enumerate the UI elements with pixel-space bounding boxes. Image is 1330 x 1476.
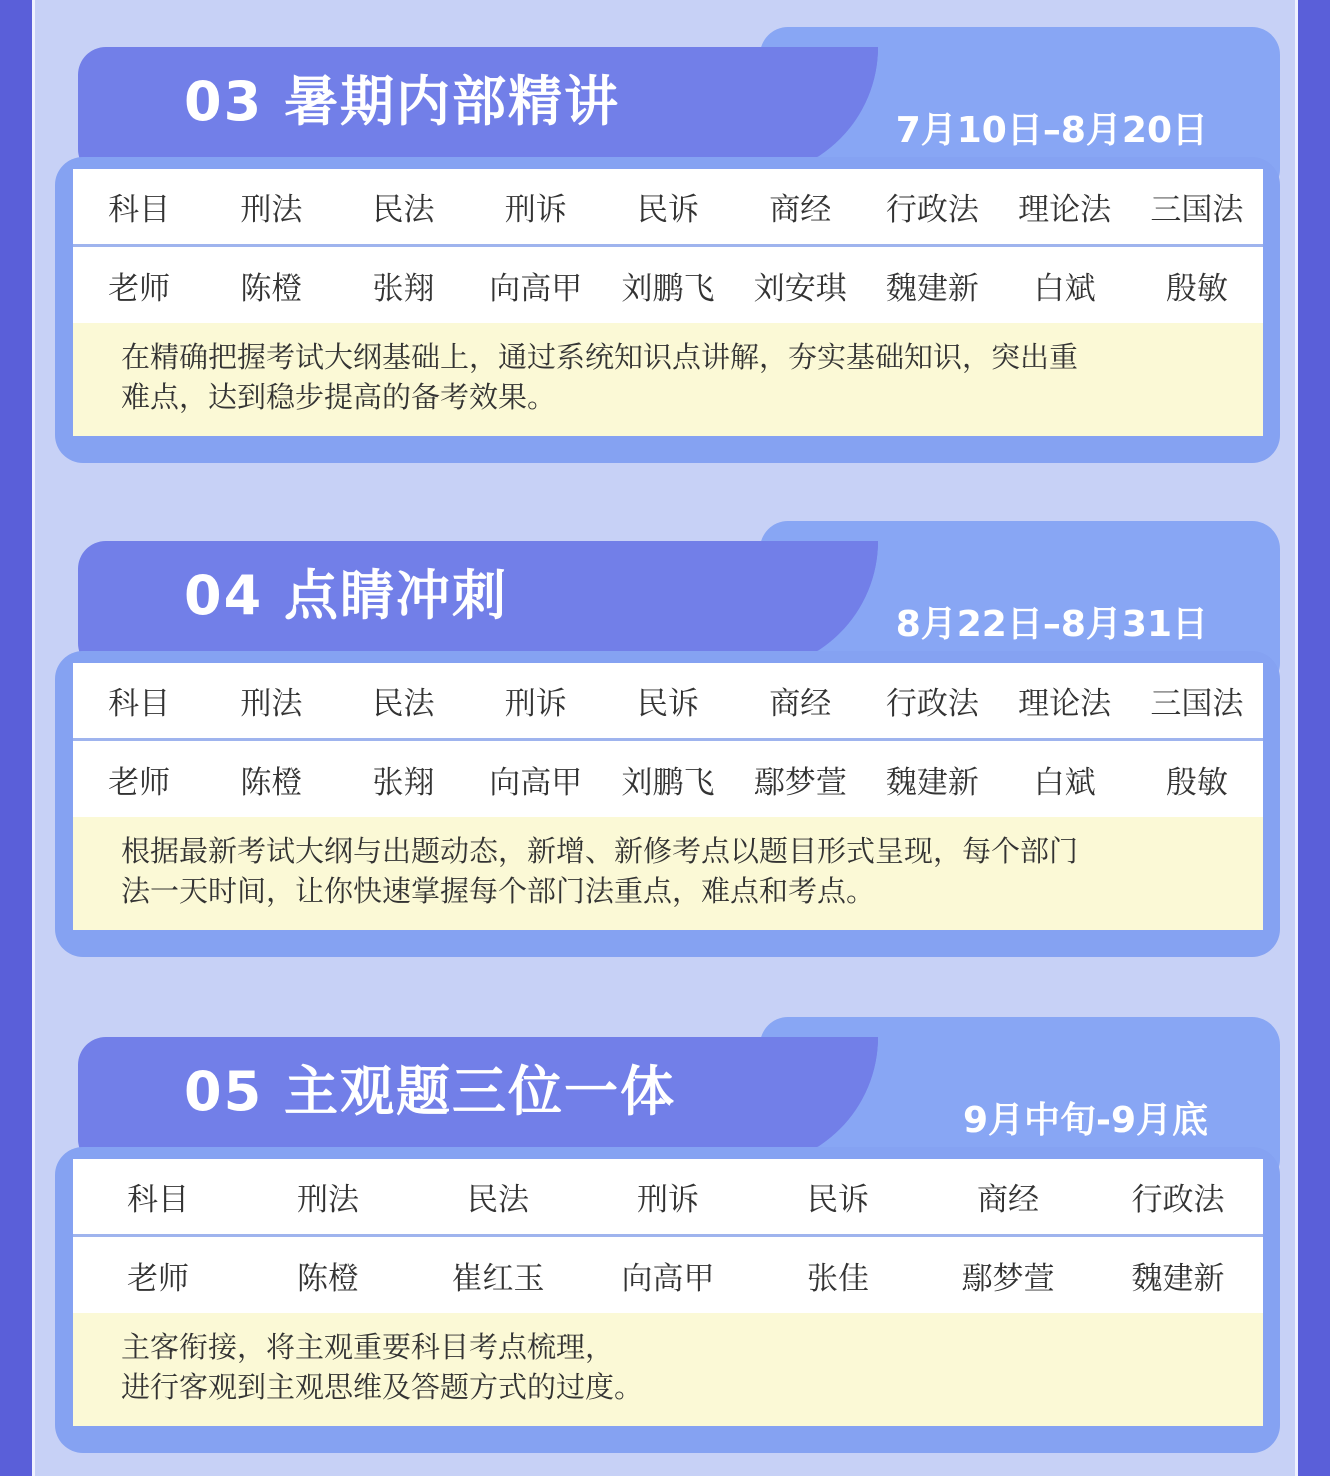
subject-cell: 三国法: [1150, 686, 1244, 722]
description-line: 难点，达到稳步提高的备考效果。: [121, 380, 557, 414]
subject-cell: 行政法: [1131, 1182, 1225, 1218]
teacher-cell: 陈橙: [240, 270, 303, 307]
subject-cell: 刑诉: [504, 686, 567, 722]
description-line: 在精确把握考试大纲基础上，通过系统知识点讲解，夯实基础知识，突出重: [121, 340, 1079, 374]
course-description: [73, 817, 1263, 930]
teacher-cell: 白斌: [1033, 764, 1096, 801]
subject-cell: 理论法: [1018, 686, 1112, 722]
teacher-cell: 陈橙: [240, 764, 303, 801]
subject-cell: 刑法: [297, 1182, 359, 1218]
subject-cell: 民法: [372, 686, 435, 722]
subject-row: [73, 1159, 1263, 1237]
teacher-cell: 老师: [108, 764, 171, 801]
teacher-row: [73, 1237, 1263, 1313]
teacher-cell: 鄢梦萱: [961, 1260, 1055, 1297]
schedule-card: [55, 157, 1280, 463]
teacher-cell: 刘鹏飞: [621, 270, 715, 307]
subject-cell: 商经: [769, 686, 832, 722]
teacher-cell: 张佳: [807, 1260, 869, 1297]
teacher-cell: 张翔: [372, 270, 435, 307]
teacher-row: [73, 247, 1263, 323]
description-line: 法一天时间，让你快速掌握每个部门法重点，难点和考点。: [121, 874, 876, 908]
section-date: 7月10日–8月20日: [895, 110, 1208, 151]
subject-cell: 刑法: [240, 686, 303, 722]
subject-row: [73, 663, 1263, 741]
schedule-card: [55, 651, 1280, 957]
teacher-cell: 张翔: [372, 764, 435, 801]
description-line: 根据最新考试大纲与出题动态，新增、新修考点以题目形式呈现，每个部门: [121, 834, 1079, 868]
teacher-cell: 殷敏: [1165, 270, 1228, 307]
subject-cell: 商经: [977, 1182, 1039, 1218]
subject-cell: 理论法: [1018, 192, 1112, 228]
section-date: 8月22日–8月31日: [895, 604, 1208, 645]
teacher-cell: 刘安琪: [753, 270, 847, 307]
teacher-cell: 白斌: [1033, 270, 1096, 307]
section-04: [0, 521, 1330, 961]
teacher-cell: 向高甲: [489, 270, 583, 307]
course-description: [73, 323, 1263, 436]
subject-cell: 刑诉: [637, 1182, 699, 1218]
section-title: 03 暑期内部精讲: [184, 70, 620, 133]
teacher-cell: 殷敏: [1165, 764, 1228, 801]
teacher-cell: 老师: [108, 270, 171, 307]
subject-cell: 行政法: [885, 686, 979, 722]
schedule-table: [73, 169, 1263, 436]
description-line: 主客衔接，将主观重要科目考点梳理，: [121, 1330, 615, 1364]
description-line: 进行客观到主观思维及答题方式的过度。: [121, 1370, 644, 1404]
subject-cell: 行政法: [885, 192, 979, 228]
subject-cell: 商经: [769, 192, 832, 228]
section-title: 05 主观题三位一体: [184, 1060, 676, 1123]
schedule-table: [73, 1159, 1263, 1426]
course-description: [73, 1313, 1263, 1426]
subject-cell: 民诉: [636, 192, 699, 228]
teacher-cell: 魏建新: [1131, 1260, 1225, 1297]
section-05: [0, 1017, 1330, 1457]
schedule-table: [73, 663, 1263, 930]
teacher-cell: 老师: [127, 1260, 189, 1297]
subject-cell: 科目: [127, 1182, 189, 1218]
teacher-cell: 鄢梦萱: [753, 764, 847, 801]
subject-cell: 科目: [108, 192, 171, 228]
teacher-row: [73, 741, 1263, 817]
schedule-card: [55, 1147, 1280, 1453]
section-03: [0, 27, 1330, 467]
teacher-cell: 刘鹏飞: [621, 764, 715, 801]
teacher-cell: 陈橙: [297, 1260, 359, 1297]
subject-cell: 科目: [108, 686, 171, 722]
teacher-cell: 向高甲: [489, 764, 583, 801]
teacher-cell: 崔红玉: [451, 1260, 545, 1297]
teacher-cell: 向高甲: [621, 1260, 715, 1297]
section-title: 04 点睛冲刺: [184, 564, 508, 627]
subject-row: [73, 169, 1263, 247]
teacher-cell: 魏建新: [885, 764, 979, 801]
subject-cell: 民诉: [636, 686, 699, 722]
subject-cell: 刑法: [240, 192, 303, 228]
subject-cell: 刑诉: [504, 192, 567, 228]
section-date: 9月中旬-9月底: [962, 1100, 1208, 1141]
teacher-cell: 魏建新: [885, 270, 979, 307]
subject-cell: 民法: [372, 192, 435, 228]
subject-cell: 民诉: [807, 1182, 869, 1218]
subject-cell: 民法: [467, 1182, 529, 1218]
subject-cell: 三国法: [1150, 192, 1244, 228]
